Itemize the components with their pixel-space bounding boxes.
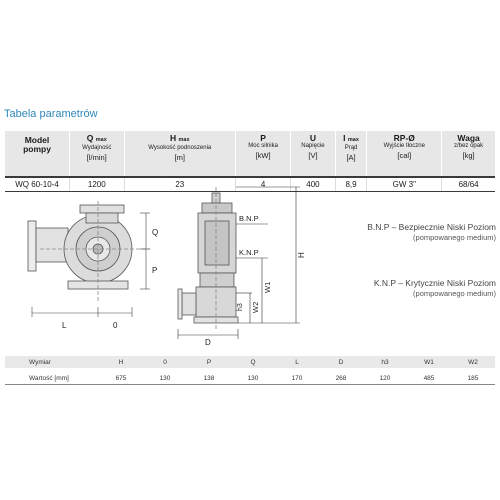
- header-waga-desc: z/bez opak: [454, 143, 484, 149]
- page-title: Tabela parametrów: [4, 108, 98, 120]
- dims-col-w2: W2: [451, 356, 495, 368]
- dimensions-table: [5, 356, 495, 385]
- label-w1: W1: [263, 281, 272, 293]
- dims-col-q: Q: [231, 356, 275, 368]
- label-knp: K.N.P: [239, 248, 259, 257]
- front-view: [28, 201, 150, 303]
- dims-val-d: 268: [319, 372, 363, 385]
- header-p: [235, 131, 290, 177]
- label-zero: 0: [113, 321, 118, 330]
- label-d: D: [205, 338, 211, 347]
- cell-model: WQ 60-10-4: [5, 177, 70, 192]
- header-h-unit: [m]: [174, 153, 185, 162]
- dims-val-0: 130: [143, 372, 187, 385]
- dims-val-w1: 485: [407, 372, 451, 385]
- dims-val-h: 675: [99, 372, 143, 385]
- dims-val-q: 130: [231, 372, 275, 385]
- label-h3: h3: [237, 303, 244, 311]
- legend-bnp: [320, 222, 496, 242]
- dims-col-h3: h3: [363, 356, 407, 368]
- legend-knp-title: K.N.P – Krytycznie Niski Poziom: [373, 278, 496, 288]
- dims-col-d: D: [319, 356, 363, 368]
- dimensions-header-row: [5, 356, 495, 368]
- header-waga-symbol: Waga: [457, 133, 480, 143]
- dims-val-h3: 120: [363, 372, 407, 385]
- dims-val-p: 138: [187, 372, 231, 385]
- cell-h: 23: [124, 177, 235, 192]
- header-model-line2: pompy: [23, 144, 51, 154]
- legend-bnp-sub: (pompowanego medium): [413, 233, 496, 242]
- header-h: [124, 131, 235, 177]
- header-q: [70, 131, 125, 177]
- dims-col-h: H: [99, 356, 143, 368]
- header-i-symbol: I max: [343, 133, 359, 143]
- header-u-unit: [V]: [308, 151, 318, 160]
- cell-waga: 68/64: [442, 177, 495, 192]
- label-bnp: B.N.P: [239, 214, 259, 223]
- cell-rp: GW 3": [367, 177, 442, 192]
- cell-i: 8,9: [335, 177, 367, 192]
- legend-knp: [320, 278, 496, 298]
- header-u-desc: Napięcie: [301, 143, 325, 149]
- dims-col-p: P: [187, 356, 231, 368]
- dims-col-w1: W1: [407, 356, 451, 368]
- header-rp: [367, 131, 442, 177]
- legend-bnp-title: B.N.P – Bezpiecznie Niski Poziom: [367, 222, 496, 232]
- dims-col-l: L: [275, 356, 319, 368]
- header-h-symbol: H max: [170, 133, 190, 143]
- header-model-line1: Model: [24, 135, 50, 145]
- cell-p: 4: [235, 177, 290, 192]
- header-u: [291, 131, 336, 177]
- side-view: [178, 187, 238, 331]
- header-rp-symbol: RP-Ø: [393, 133, 415, 143]
- header-q-unit: [l/min]: [86, 153, 107, 162]
- label-p: P: [152, 266, 158, 275]
- pump-drawing: [0, 183, 320, 348]
- label-l: L: [62, 321, 67, 330]
- header-rp-unit: [cal]: [397, 151, 412, 160]
- header-h-desc: Wysokość podnoszenia: [148, 145, 212, 151]
- header-i-unit: [A]: [346, 153, 356, 162]
- header-i-desc: Prąd: [344, 145, 358, 151]
- header-i: [335, 131, 367, 177]
- header-p-desc: Moc silnika: [248, 143, 278, 149]
- header-model: [5, 131, 70, 177]
- header-waga: [442, 131, 495, 177]
- parameters-header-row: [5, 131, 495, 177]
- label-q: Q: [152, 228, 159, 237]
- dims-val-w2: 185: [451, 372, 495, 385]
- dims-col-0: 0: [143, 356, 187, 368]
- label-h: H: [297, 252, 306, 258]
- dimensions-value-row: [5, 372, 495, 385]
- header-rp-desc: Wyjście tłoczne: [383, 143, 425, 149]
- dims-header-label: Wymiar: [5, 356, 99, 368]
- dims-val-l: 170: [275, 372, 319, 385]
- header-q-symbol: Q max: [86, 133, 107, 143]
- cell-q: 1200: [70, 177, 125, 192]
- header-p-unit: [kW]: [255, 151, 271, 160]
- header-q-desc: Wydajność: [82, 145, 112, 151]
- header-u-symbol: U: [309, 133, 317, 143]
- dims-value-label: Wartość [mm]: [5, 372, 99, 385]
- cell-u: 400: [291, 177, 336, 192]
- legend-knp-sub: (pompowanego medium): [413, 289, 496, 298]
- header-p-symbol: P: [260, 133, 266, 143]
- label-w2: W2: [251, 301, 260, 313]
- header-waga-unit: [kg]: [462, 151, 475, 160]
